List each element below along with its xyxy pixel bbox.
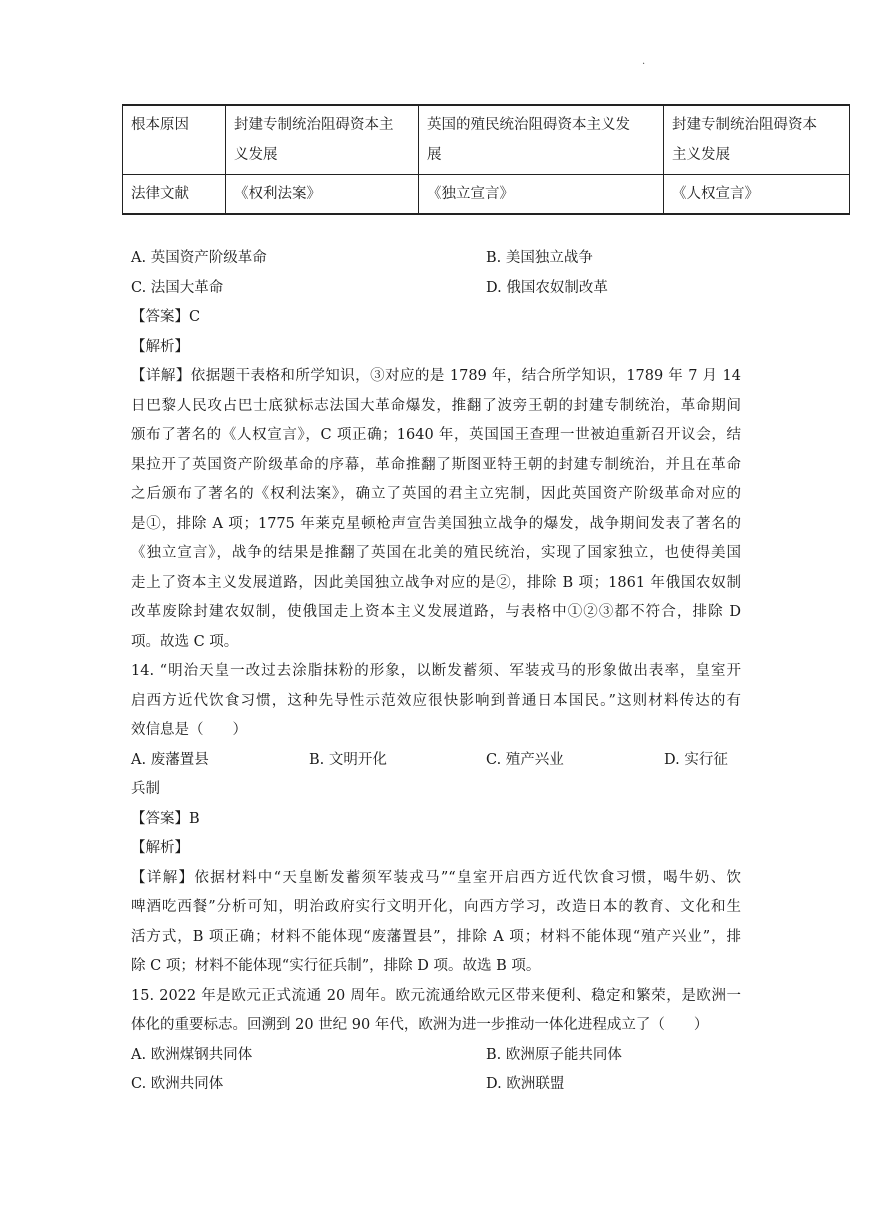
cell-line: 展: [427, 147, 442, 163]
table-cell: 《权利法案》: [226, 175, 419, 215]
q13-block: [131, 244, 741, 1100]
q13-detail-line: 项。故选 C 项。: [131, 633, 239, 650]
q13-detail-line: 颁布了著名的《人权宣言》，C 项正确；1640 年，英国国王查理一世被迫重新召开议会，结: [131, 427, 741, 443]
cell-line: 义发展: [234, 147, 278, 163]
q13-detail-line: 【详解】依据题干表格和所学知识，③对应的是 1789 年，结合所学知识，1789 年 7 月 14: [131, 368, 741, 384]
q15-option-a: A. 欧洲煤钢共同体: [131, 1046, 253, 1063]
q14-options-row: [131, 746, 741, 776]
table-row: [123, 175, 850, 215]
q14-detail-line: 啤酒吃西餐”分析可知，明治政府实行文明开化，向西方学习，改造日本的教育、文化和生: [131, 899, 741, 915]
q14-answer: 【答案】B: [131, 810, 200, 827]
q15-stem-line: 15. 2022 年是欧元正式流通 20 周年。欧元流通给欧元区带来便利、稳定和繁荣，是欧洲一: [131, 987, 741, 1004]
q15-option-c: C. 欧洲共同体: [131, 1076, 224, 1092]
q13-answer: 【答案】C: [131, 309, 201, 325]
q13-detail-line: 之后颁布了著名的《权利法案》，确立了英国的君主立宪制，因此英国资产阶级革命对应的: [131, 486, 741, 502]
q14-detail-line: 除 C 项；材料不能体现“实行征兵制”，排除 D 项。故选 B 项。: [131, 958, 541, 974]
q13-analysis-label: 【解析】: [131, 338, 189, 355]
table-cell: [226, 105, 419, 175]
q13-option-a: A. 英国资产阶级革命: [131, 250, 267, 266]
table-cell: 根本原因: [123, 105, 226, 175]
revolution-comparison-table: [122, 104, 850, 215]
q14-option-wrap: 兵制: [131, 781, 160, 797]
q14-option-a: A. 废藩置县: [131, 751, 209, 768]
q14-stem-line: 14. “明治天皇一改过去涂脂抹粉的形象，以断发蓄须、军装戎马的形象做出表率，皇室开: [131, 663, 741, 679]
q13-option-d: D. 俄国农奴制改革: [486, 279, 608, 296]
q14-option-d: D. 实行征: [664, 751, 728, 768]
q13-detail-line: 日巴黎人民攻占巴士底狱标志法国大革命爆发，推翻了波旁王朝的封建专制统治，革命期间: [131, 397, 741, 414]
q15-options-row: [131, 1041, 741, 1071]
table-row: [123, 105, 850, 175]
cell-line: 主义发展: [672, 147, 730, 163]
cell-line: 英国的殖民统治阻碍资本主义发: [427, 117, 630, 133]
q13-detail-line: 是①，排除 A 项；1775 年莱克星顿枪声宣告美国独立战争的爆发，战争期间发表了著名的: [131, 515, 741, 532]
q15-option-d: D. 欧洲联盟: [486, 1076, 565, 1092]
q13-detail-line: 果拉开了英国资产阶级革命的序幕，革命推翻了斯图亚特王朝的封建专制统治，并且在革命: [131, 456, 741, 473]
q14-option-b: B. 文明开化: [309, 751, 387, 768]
page-dot-mark: .: [642, 56, 646, 67]
cell-line: 封建专制统治阻碍资本: [672, 117, 817, 133]
q13-option-c: C. 法国大革命: [131, 279, 224, 296]
q13-options-row: [131, 244, 741, 274]
q14-stem-line: 启西方近代饮食习惯，这种先导性示范效应很快影响到普通日本国民。”这则材料传达的有: [131, 692, 741, 709]
q14-detail-line: 活方式，B 项正确；材料不能体现“废藩置县”，排除 A 项；材料不能体现“殖产兴业”，排: [131, 928, 741, 945]
q13-detail-line: 改革废除封建农奴制，使俄国走上资本主义发展道路，与表格中①②③都不符合，排除 D: [131, 604, 741, 620]
q13-options-row: [131, 274, 741, 304]
q15-stem-line: 体化的重要标志。回溯到 20 世纪 90 年代，欧洲为进一步推动一体化进程成立了（ ）: [131, 1017, 709, 1033]
q14-detail-line: 【详解】依据材料中“天皇断发蓄须军装戎马”“皇室开启西方近代饮食习惯，喝牛奶、饮: [131, 869, 741, 886]
table-cell: 法律文献: [123, 175, 226, 215]
table-cell: 《独立宣言》: [419, 175, 664, 215]
q13-option-b: B. 美国独立战争: [486, 250, 593, 266]
table-cell: 《人权宣言》: [664, 175, 850, 215]
cell-line: 封建专制统治阻碍资本主: [234, 117, 394, 133]
q15-option-b: B. 欧洲原子能共同体: [486, 1046, 622, 1063]
q15-options-row: [131, 1070, 741, 1100]
table-cell: [664, 105, 850, 175]
q14-analysis-label: 【解析】: [131, 840, 189, 856]
q13-detail-line: 《独立宣言》，战争的结果是推翻了英国在北美的殖民统治，实现了国家独立，也使得美国: [131, 545, 741, 561]
table-cell: [419, 105, 664, 175]
q14-stem-line: 效信息是（ ）: [131, 722, 247, 738]
q13-detail-line: 走上了资本主义发展道路，因此美国独立战争对应的是②，排除 B 项；1861 年俄国农奴制: [131, 574, 741, 591]
q14-option-c: C. 殖产兴业: [486, 751, 564, 768]
